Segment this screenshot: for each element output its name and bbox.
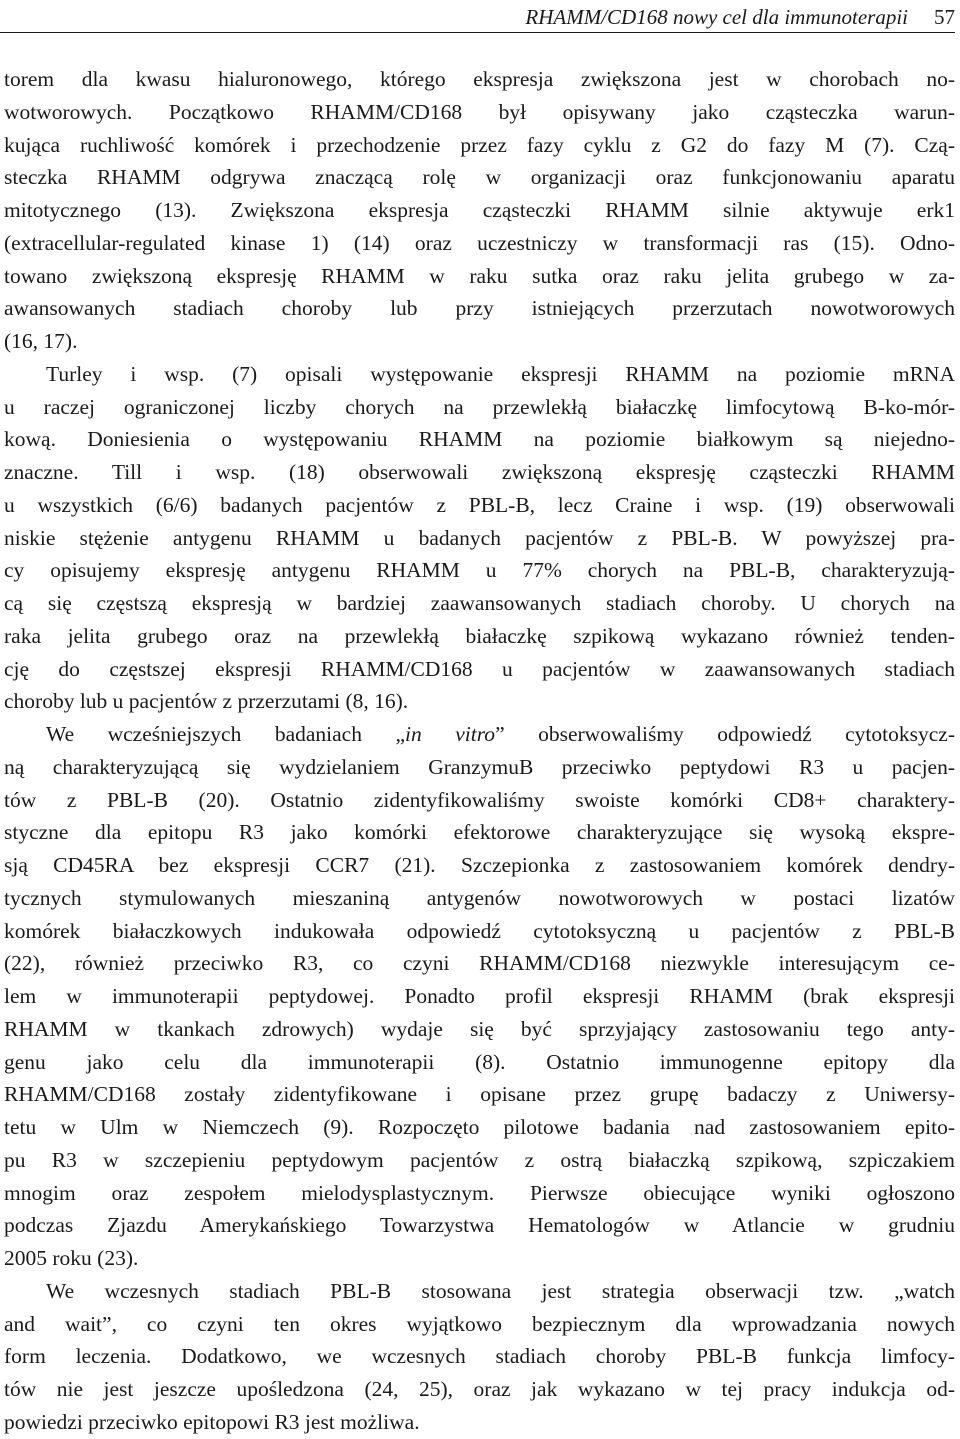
text-line: (22), również przeciwko R3, co czyni RHAMM/CD168 niezwykle interesującym ce- bbox=[4, 951, 955, 976]
text-line: kową. Doniesienia o występowaniu RHAMM na poziomie białkowym są niejedno- bbox=[4, 427, 955, 452]
text-line: form leczenia. Dodatkowo, we wczesnych stadiach choroby PBL-B funkcja limfocy- bbox=[4, 1344, 955, 1369]
text-line: choroby lub u pacjentów z przerzutami (8, 16). bbox=[4, 689, 409, 714]
text-line: u raczej ograniczonej liczby chorych na przewlekłą białaczkę limfocytową B-ko-mór- bbox=[4, 394, 955, 419]
text-line: genu jako celu dla immunoterapii (8). Ostatnio immunogenne epitopy dla bbox=[4, 1049, 955, 1074]
text-line: tów z PBL-B (20). Ostatnio zidentyfikowaliśmy swoiste komórki CD8+ charaktery- bbox=[4, 787, 955, 812]
text-line: steczka RHAMM odgrywa znaczącą rolę w organizacji oraz funkcjonowaniu aparatu bbox=[4, 165, 955, 190]
page-number: 57 bbox=[934, 5, 955, 29]
text-line: styczne dla epitopu R3 jako komórki efektorowe charakteryzujące się wysoką ekspre- bbox=[4, 820, 955, 845]
text-line: and wait”, co czyni ten okres wyjątkowo bezpiecznym dla wprowadzania nowych bbox=[4, 1311, 955, 1336]
text-run: We wcześniejszych badaniach „ bbox=[46, 722, 406, 746]
text-line: sją CD45RA bez ekspresji CCR7 (21). Szczepionka z zastosowaniem komórek dendry- bbox=[4, 853, 955, 877]
text-line: cy opisujemy ekspresję antygenu RHAMM u 77% chorych na PBL-B, charakteryzują- bbox=[4, 558, 955, 583]
text-line: 2005 roku (23). bbox=[4, 1246, 139, 1270]
text-line: cję do częstszej ekspresji RHAMM/CD168 u pacjentów w zaawansowanych stadiach bbox=[4, 656, 955, 681]
text-line: znaczne. Till i wsp. (18) obserwowali zwiększoną ekspresję cząsteczki RHAMM bbox=[4, 460, 955, 484]
text-line: pu R3 w szczepieniu peptydowym pacjentów z ostrą białaczką szpikową, szpiczakiem bbox=[4, 1147, 955, 1172]
text-line: RHAMM/CD168 zostały zidentyfikowane i opisane przez grupę badaczy z Uniwersy- bbox=[4, 1082, 955, 1107]
text-run: ” obserwowaliśmy odpowiedź cytotoksycz- bbox=[495, 722, 955, 746]
text-line: tów nie jest jeszcze upośledzona (24, 25), oraz jak wykazano w tej pracy indukcja od- bbox=[4, 1377, 955, 1401]
body-text bbox=[4, 63, 955, 1439]
paragraph-first-line bbox=[4, 718, 955, 751]
text-line: podczas Zjazdu Amerykańskiego Towarzystwa Hematologów w Atlancie w grudniu bbox=[4, 1213, 955, 1238]
text-line: raka jelita grubego oraz na przewlekłą białaczkę szpikową wykazano również tenden- bbox=[4, 623, 955, 648]
text-line: towano zwiększoną ekspresję RHAMM w raku sutka oraz raku jelita grubego w za- bbox=[4, 263, 955, 288]
text-line: RHAMM w tkankach zdrowych) wydaje się być sprzyjający zastosowaniu tego anty- bbox=[4, 1016, 955, 1041]
italic-term: in vitro bbox=[405, 722, 496, 746]
text-line: lem w immunoterapii peptydowej. Ponadto profil ekspresji RHAMM (brak ekspresji bbox=[4, 984, 955, 1008]
text-line: powiedzi przeciwko epitopowi R3 jest możliwa. bbox=[4, 1409, 420, 1434]
text-line: tycznych stymulowanych mieszaniną antygenów nowotworowych w postaci lizatów bbox=[4, 885, 955, 910]
paragraph-first-line: Turley i wsp. (7) opisali występowanie ekspresji RHAMM na poziomie mRNA bbox=[46, 361, 955, 386]
text-line: kująca ruchliwość komórek i przechodzenie przez fazy cyklu z G2 do fazy M (7). Czą- bbox=[4, 132, 955, 157]
text-line: awansowanych stadiach choroby lub przy istniejących przerzutach nowotworowych bbox=[4, 296, 955, 321]
text-line: torem dla kwasu hialuronowego, którego ekspresja zwiększona jest w chorobach no- bbox=[4, 67, 955, 91]
text-line: (extracellular-regulated kinase 1) (14) oraz uczestniczy w transformacji ras (15). Odno- bbox=[4, 230, 955, 255]
paragraph-first-line: We wczesnych stadiach PBL-B stosowana jest strategia obserwacji tzw. „watch bbox=[46, 1278, 955, 1303]
text-line: niskie stężenie antygenu RHAMM u badanych pacjentów z PBL-B. W powyższej pra- bbox=[4, 525, 955, 550]
text-line: komórek białaczkowych indukowała odpowiedź cytotoksyczną u pacjentów z PBL-B bbox=[4, 918, 955, 943]
text-line: mnogim oraz zespołem mielodysplastycznym. Pierwsze obiecujące wyniki ogłoszono bbox=[4, 1180, 955, 1205]
text-line: wotworowych. Początkowo RHAMM/CD168 był opisywany jako cząsteczka warun- bbox=[4, 99, 955, 124]
text-line: u wszystkich (6/6) badanych pacjentów z PBL-B, lecz Craine i wsp. (19) obserwowali bbox=[4, 492, 955, 517]
text-line: (16, 17). bbox=[4, 329, 78, 353]
text-line: mitotycznego (13). Zwiększona ekspresja cząsteczki RHAMM silnie aktywuje erk1 bbox=[4, 198, 955, 222]
text-line: cą się częstszą ekspresją w bardziej zaawansowanych stadiach choroby. U chorych na bbox=[4, 591, 955, 615]
running-title: RHAMM/CD168 nowy cel dla immunoterapii bbox=[525, 5, 908, 29]
text-line: tetu w Ulm w Niemczech (9). Rozpoczęto pilotowe badania nad zastosowaniem epito- bbox=[4, 1115, 955, 1139]
text-line: ną charakteryzującą się wydzielaniem GranzymuB przeciwko peptydowi R3 u pacjen- bbox=[4, 754, 955, 779]
running-header bbox=[0, 2, 955, 33]
